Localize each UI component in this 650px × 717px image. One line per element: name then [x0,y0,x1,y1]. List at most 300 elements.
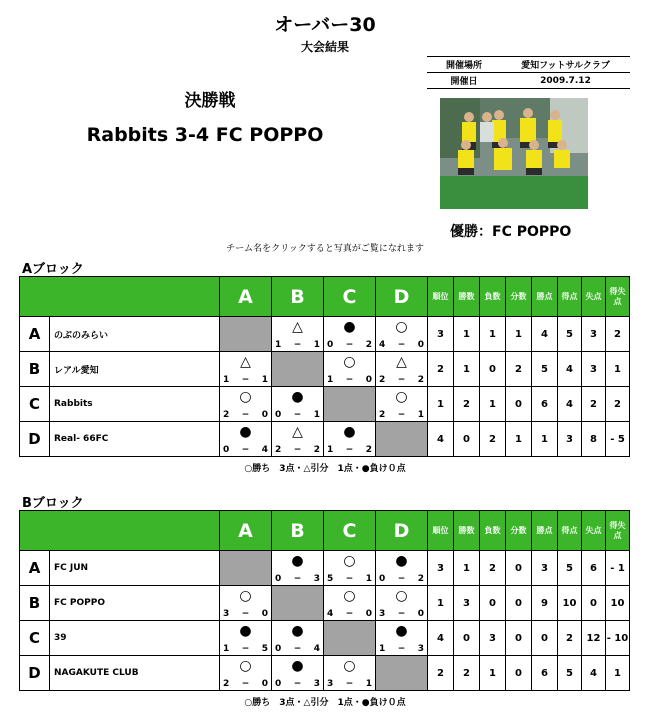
goals-against: 0 [365,375,372,385]
match-score [223,445,268,455]
stat-value: - 5 [606,422,630,457]
stat-value: 10 [606,586,630,621]
match-result-cell [376,551,428,586]
score-dash: − [397,644,406,654]
goals-for: 4 [379,340,386,350]
match-result [272,551,323,585]
goals-for: 0 [275,574,282,584]
stat-header: 得失点 [606,511,630,551]
score-dash: − [345,375,354,385]
match-score [379,410,424,420]
goals-for: 0 [275,679,282,689]
stat-value: 0 [506,551,532,586]
stat-value: 0 [532,621,558,656]
stat-value: 4 [428,621,454,656]
match-result [376,586,427,620]
stat-value: 3 [480,621,506,656]
block-a-legend: ○勝ち 3点・△引分 1点・●負け０点 [244,464,406,474]
goals-for: 3 [327,679,334,689]
goals-for: 1 [379,644,386,654]
team-photo[interactable] [440,98,588,209]
stat-value: 2 [558,621,582,656]
stat-value: 0 [454,422,480,457]
match-score [327,445,372,455]
score-dash: − [397,574,406,584]
stat-value: 4 [558,387,582,422]
result-symbol: ● [239,623,252,639]
row-letter: B [20,586,50,621]
goals-against: 1 [313,410,320,420]
stat-value: 4 [532,317,558,352]
goals-against: 1 [313,340,320,350]
venue-label: 開催場所 [427,57,501,73]
stat-value: 2 [606,317,630,352]
goals-against: 1 [365,679,372,689]
final-match-score: Rabbits 3-4 FC POPPO [86,124,324,146]
goals-for: 3 [379,609,386,619]
match-result [220,586,271,620]
stat-value: 2 [582,387,606,422]
goals-for: 0 [275,410,282,420]
goals-for: 5 [327,574,334,584]
result-symbol: ○ [239,389,252,405]
match-score [379,375,424,385]
match-result-cell [376,352,428,387]
team-name-link[interactable]: レアル愛知 [50,352,220,387]
match-score [379,340,424,350]
result-symbol: ● [395,553,408,569]
result-symbol: ○ [395,319,408,335]
stat-value: 1 [454,317,480,352]
table-row [20,621,630,656]
block-b-legend: ○勝ち 3点・△引分 1点・●負け０点 [244,698,406,708]
column-header-c: C [324,511,376,551]
stat-value: 0 [480,352,506,387]
stat-value: 3 [558,422,582,457]
result-symbol: ○ [239,658,252,674]
stat-value: 3 [428,317,454,352]
block-a-table [19,276,630,457]
row-letter: B [20,352,50,387]
result-symbol: ● [291,553,304,569]
stat-value: 2 [428,352,454,387]
result-symbol: ● [291,389,304,405]
goals-against: 2 [417,574,424,584]
row-letter: A [20,317,50,352]
match-score [275,340,320,350]
result-symbol: △ [292,424,303,440]
goals-for: 2 [223,410,230,420]
stat-value: 0 [454,621,480,656]
stat-value: 10 [558,586,582,621]
stat-value: 0 [506,586,532,621]
stat-value: 4 [558,352,582,387]
stat-value: 0 [506,621,532,656]
team-name-link[interactable]: Rabbits [50,387,220,422]
score-dash: − [241,609,250,619]
goals-against: 0 [261,609,268,619]
team-name-link[interactable]: 39 [50,621,220,656]
stat-value: 6 [532,656,558,691]
score-dash: − [293,679,302,689]
match-score [275,644,320,654]
goals-against: 3 [313,574,320,584]
column-header-b: B [272,277,324,317]
match-result [376,352,427,386]
match-result [376,387,427,421]
match-score [275,574,320,584]
match-score [327,609,372,619]
stat-value: 1 [606,656,630,691]
stat-value: 1 [480,387,506,422]
match-result-cell [376,317,428,352]
stat-header: 勝数 [454,277,480,317]
goals-against: 0 [261,410,268,420]
score-dash: − [241,679,250,689]
stat-value: 8 [582,422,606,457]
row-letter: D [20,656,50,691]
match-score [223,410,268,420]
score-dash: − [345,445,354,455]
stat-header: 得失点 [606,277,630,317]
match-result [324,656,375,690]
score-dash: − [345,609,354,619]
match-result [324,352,375,386]
result-symbol: ● [291,658,304,674]
stat-value: - 1 [606,551,630,586]
stat-value: 3 [428,551,454,586]
match-result [220,422,271,456]
self-match-cell [376,656,428,691]
stat-value: 4 [582,656,606,691]
team-name-link[interactable]: NAGAKUTE CLUB [50,656,220,691]
column-header-d: D [376,277,428,317]
table-row [20,317,630,352]
stat-header: 失点 [582,277,606,317]
match-score [275,410,320,420]
table-row [20,551,630,586]
stat-value: 2 [606,387,630,422]
match-result-cell [324,586,376,621]
final-match-label: 決勝戦 [184,91,236,111]
stat-value: 5 [532,352,558,387]
team-name-link[interactable]: Real- 66FC [50,422,220,457]
match-result-cell [324,317,376,352]
match-result-cell [220,422,272,457]
goals-for: 2 [379,410,386,420]
block-b-title: Bブロック [22,496,84,511]
match-result [272,317,323,351]
column-header-b: B [272,511,324,551]
stat-value: 2 [454,387,480,422]
score-dash: − [241,644,250,654]
stat-value: 1 [428,387,454,422]
match-score [275,445,320,455]
goals-for: 0 [275,644,282,654]
match-result [220,656,271,690]
match-result [272,621,323,655]
venue-value: 愛知フットサルクラブ [501,57,630,73]
match-result [324,551,375,585]
match-score [379,574,424,584]
match-score [223,679,268,689]
match-score [223,609,268,619]
table-row [20,586,630,621]
stat-value: 1 [480,317,506,352]
match-result-cell [220,656,272,691]
score-dash: − [293,574,302,584]
self-match-cell [220,551,272,586]
page-subtitle: 大会結果 [300,40,349,54]
goals-against: 3 [417,644,424,654]
table-header-row [20,511,630,551]
match-result [324,422,375,456]
table-row [20,387,630,422]
stat-value: 6 [582,551,606,586]
team-name-link[interactable]: FC POPPO [50,586,220,621]
score-dash: − [345,574,354,584]
goals-against: 2 [365,340,372,350]
match-score [327,375,372,385]
score-dash: − [241,375,250,385]
stat-value: 0 [506,387,532,422]
result-symbol: ○ [395,389,408,405]
result-symbol: ○ [343,354,356,370]
stat-value: 3 [454,586,480,621]
table-row [20,352,630,387]
goals-for: 2 [223,679,230,689]
header-corner [20,277,220,317]
stat-header: 失点 [582,511,606,551]
match-result-cell [220,352,272,387]
match-result-cell [324,551,376,586]
match-score [379,644,424,654]
stat-value: 5 [558,656,582,691]
stat-header: 勝数 [454,511,480,551]
goals-against: 2 [417,375,424,385]
page-title: オーバー30 [274,14,376,36]
match-result-cell [220,621,272,656]
stat-value: 1 [532,422,558,457]
score-dash: − [293,445,302,455]
stat-value: 2 [428,656,454,691]
result-symbol: ● [395,623,408,639]
match-result [220,387,271,421]
stat-value: 9 [532,586,558,621]
score-dash: − [293,340,302,350]
stat-value: 3 [582,317,606,352]
goals-against: 0 [417,340,424,350]
stat-value: 0 [506,656,532,691]
match-result-cell [376,586,428,621]
match-result [324,317,375,351]
score-dash: − [397,375,406,385]
stat-value: 3 [532,551,558,586]
match-result-cell [324,352,376,387]
self-match-cell [220,317,272,352]
match-result-cell [324,656,376,691]
match-result [376,551,427,585]
self-match-cell [324,621,376,656]
match-result-cell [272,387,324,422]
stat-value: 2 [506,352,532,387]
stat-value: 2 [480,422,506,457]
header-corner [20,511,220,551]
goals-for: 2 [275,445,282,455]
match-result [376,317,427,351]
goals-for: 4 [327,609,334,619]
goals-against: 1 [365,574,372,584]
goals-for: 1 [223,644,230,654]
stat-value: 1 [454,551,480,586]
stat-value: 12 [582,621,606,656]
result-symbol: △ [240,354,251,370]
match-result [272,656,323,690]
match-result-cell [220,387,272,422]
stat-value: 1 [480,656,506,691]
column-header-a: A [220,511,272,551]
goals-against: 2 [365,445,372,455]
goals-for: 2 [379,375,386,385]
stat-header: 分数 [506,277,532,317]
stat-header: 勝点 [532,511,558,551]
score-dash: − [241,410,250,420]
stat-header: 分数 [506,511,532,551]
team-name-link[interactable]: FC JUN [50,551,220,586]
column-header-a: A [220,277,272,317]
result-symbol: ● [343,319,356,335]
stat-value: 2 [454,656,480,691]
result-symbol: △ [292,319,303,335]
goals-for: 0 [223,445,230,455]
row-letter: C [20,387,50,422]
stat-value: 0 [582,586,606,621]
stat-header: 負数 [480,511,506,551]
stat-value: 2 [480,551,506,586]
match-score [223,375,268,385]
match-result [324,586,375,620]
team-name-link[interactable]: のぶのみらい [50,317,220,352]
goals-against: 3 [313,679,320,689]
date-value: 2009.7.12 [501,73,630,89]
goals-against: 5 [261,644,268,654]
match-result-cell [324,422,376,457]
match-result-cell [272,317,324,352]
stat-value: 5 [558,317,582,352]
stat-value: 1 [606,352,630,387]
score-dash: − [293,410,302,420]
self-match-cell [272,586,324,621]
stat-value: 4 [428,422,454,457]
match-result-cell [376,621,428,656]
result-symbol: ○ [395,588,408,604]
goals-for: 1 [275,340,282,350]
column-header-d: D [376,511,428,551]
self-match-cell [324,387,376,422]
stat-value: 5 [558,551,582,586]
match-result [220,621,271,655]
score-dash: − [345,340,354,350]
goals-against: 4 [313,644,320,654]
stat-value: 1 [506,317,532,352]
match-result-cell [272,656,324,691]
goals-against: 0 [365,609,372,619]
self-match-cell [376,422,428,457]
table-header-row [20,277,630,317]
match-result [376,621,427,655]
stat-value: - 10 [606,621,630,656]
block-b-table [19,510,630,691]
match-result-cell [272,551,324,586]
goals-against: 1 [417,410,424,420]
self-match-cell [272,352,324,387]
winner-label: 優勝：FC POPPO [450,224,572,240]
row-letter: A [20,551,50,586]
goals-against: 0 [417,609,424,619]
score-dash: − [397,609,406,619]
stat-header: 得点 [558,511,582,551]
block-a-title: Aブロック [22,262,84,277]
match-score [275,679,320,689]
team-photo-image [440,98,588,209]
match-result [272,422,323,456]
match-result-cell [272,422,324,457]
result-symbol: ● [291,623,304,639]
row-letter: C [20,621,50,656]
result-symbol: ○ [343,588,356,604]
score-dash: − [345,679,354,689]
result-symbol: ○ [239,588,252,604]
stat-value: 6 [532,387,558,422]
match-score [327,574,372,584]
event-info-table [427,56,630,89]
stat-value: 1 [506,422,532,457]
row-letter: D [20,422,50,457]
table-row [20,656,630,691]
score-dash: − [397,340,406,350]
goals-for: 1 [327,375,334,385]
result-symbol: ○ [343,553,356,569]
match-score [327,679,372,689]
match-score [223,644,268,654]
stat-value: 1 [428,586,454,621]
result-symbol: ○ [343,658,356,674]
stat-value: 3 [582,352,606,387]
stat-value: 0 [480,586,506,621]
goals-against: 2 [313,445,320,455]
date-label: 開催日 [427,73,501,89]
column-header-c: C [324,277,376,317]
score-dash: − [397,410,406,420]
goals-against: 4 [261,445,268,455]
table-row [20,422,630,457]
goals-against: 0 [261,679,268,689]
stat-header: 負数 [480,277,506,317]
match-result-cell [220,586,272,621]
score-dash: − [293,644,302,654]
match-result [220,352,271,386]
match-result [272,387,323,421]
goals-for: 1 [223,375,230,385]
stat-header: 勝点 [532,277,558,317]
goals-for: 3 [223,609,230,619]
stat-header: 順位 [428,511,454,551]
match-score [327,340,372,350]
goals-for: 0 [379,574,386,584]
match-result-cell [376,387,428,422]
stat-header: 順位 [428,277,454,317]
result-symbol: △ [396,354,407,370]
